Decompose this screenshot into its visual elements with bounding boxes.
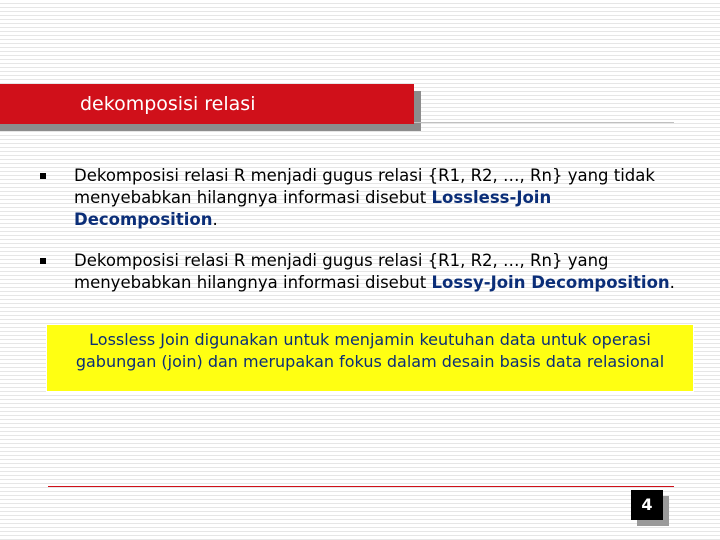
bullet-text-body: Dekomposisi relasi R menjadi gugus relasi {R1, R2, …, Rn} yang tidak menyebabkan hilangnya informasi disebut [74, 166, 655, 207]
bullet-square-icon [40, 173, 46, 179]
page-number: 4 [631, 490, 663, 520]
note-box: Lossless Join digunakan untuk menjamin keutuhan data untuk operasi gabungan (join) dan merupakan fokus dalam desain basis data relasional [46, 324, 694, 392]
title-rule [414, 122, 674, 123]
bullet-lossless [38, 165, 678, 231]
term-lossy-join: Lossy-Join Decomposition [431, 273, 670, 292]
bullet-text [74, 165, 678, 231]
bullet-text-end: . [669, 273, 675, 292]
bullet-text [74, 250, 678, 294]
bullet-lossy [38, 250, 678, 294]
slide-title: dekomposisi relasi [80, 93, 256, 115]
term-lossless-join: Lossless-Join Decomposition [74, 188, 552, 229]
bullet-text-body: Dekomposisi relasi R menjadi gugus relasi {R1, R2, …, Rn} yang menyebabkan hilangnya informasi disebut [74, 251, 609, 292]
bullet-text-end: . [212, 210, 218, 229]
bullet-square-icon [40, 258, 46, 264]
footer-rule [48, 486, 674, 487]
